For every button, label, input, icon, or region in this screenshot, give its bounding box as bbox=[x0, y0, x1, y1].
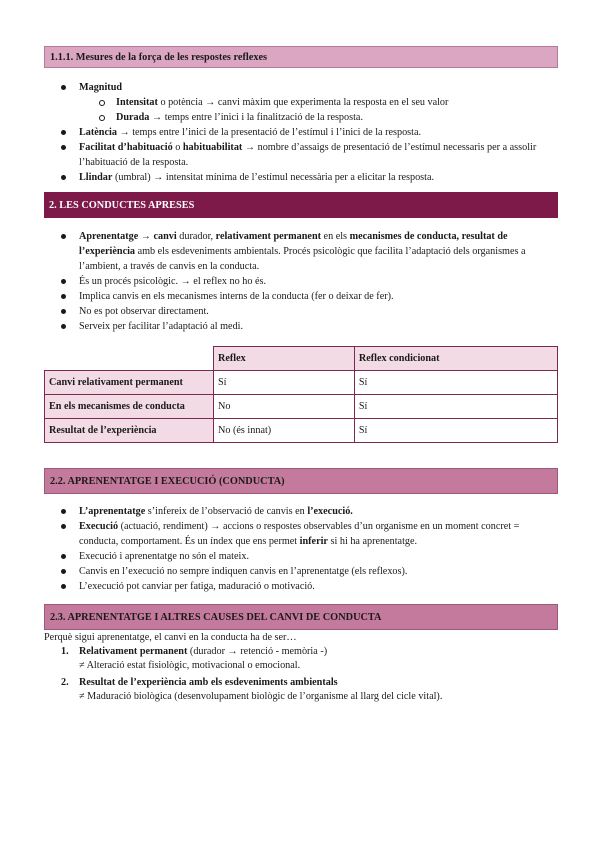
list-item: Execució (actuació, rendiment) → accions o respostes observables d’un organisme en un moment concret = conducta, comportament. És un índex que ens permet inferir si hi ha aprenentatge. bbox=[44, 519, 560, 549]
table-cell: No bbox=[214, 395, 355, 419]
list-item: L’aprenentatge s’infereix de l’observació de canvis en l’execució. bbox=[44, 504, 560, 519]
section-2-2-body bbox=[44, 504, 560, 594]
section-header-2-3 bbox=[44, 604, 558, 630]
table-corner bbox=[45, 347, 214, 371]
column-header: Reflex condicionat bbox=[354, 347, 557, 371]
list-item: Serveix per facilitar l’adaptació al medi. bbox=[44, 319, 560, 334]
list-item: Intensitat o potència → canvi màxim que experimenta la resposta en el seu valor bbox=[44, 95, 560, 110]
list-item: Latència → temps entre l’inici de la presentació de l’estímul i l’inici de la resposta. bbox=[44, 125, 560, 140]
comparison-table bbox=[44, 346, 558, 443]
section-2-3-intro: Perquè sigui aprenentatge, el canvi en la conducta ha de ser… bbox=[44, 632, 297, 643]
term-facilitat: Facilitat d’habituació bbox=[79, 142, 173, 153]
section-title: 2.2. APRENENTATGE I EXECUCIÓ (CONDUCTA) bbox=[50, 475, 285, 487]
table-cell: Sí bbox=[354, 419, 557, 443]
term-latencia: Latència bbox=[79, 127, 117, 138]
term-magnitud: Magnitud bbox=[79, 82, 123, 93]
table-row bbox=[45, 395, 558, 419]
table-cell: Sí bbox=[354, 395, 557, 419]
row-header: Canvi relativament permanent bbox=[45, 371, 214, 395]
section-title: 2. LES CONDUCTES APRESES bbox=[49, 199, 195, 211]
list-item: 1. Relativament permanent (durador → retenció - memòria -) ≠ Alteració estat fisiològic, motivacional o emocional. bbox=[61, 646, 328, 671]
section-title: 1.1.1. Mesures de la força de les respostes reflexes bbox=[50, 51, 268, 63]
list-item: Facilitat d’habituació o habituabilitat → nombre d’assaigs de presentació de l’estímul necessaris per a assolir l’habituació de la resposta. bbox=[44, 140, 560, 170]
list-item: No es pot observar directament. bbox=[44, 304, 560, 319]
section-1-1-1-body bbox=[44, 80, 560, 185]
section-title: 2.3. APRENENTATGE I ALTRES CAUSES DEL CANVI DE CONDUCTA bbox=[50, 611, 382, 623]
list-item: Canvis en l’execució no sempre indiquen canvis en l’aprenentatge (els reflexos). bbox=[44, 564, 560, 579]
section-header-1-1-1 bbox=[44, 46, 558, 68]
table-cell: No (és innat) bbox=[214, 419, 355, 443]
term-durada: Durada bbox=[116, 112, 150, 123]
column-header: Reflex bbox=[214, 347, 355, 371]
row-header: Resultat de l’experiència bbox=[45, 419, 214, 443]
section-header-2-2 bbox=[44, 468, 558, 494]
list-item bbox=[44, 80, 560, 95]
term-intensitat: Intensitat bbox=[116, 97, 158, 108]
table-cell: Sí bbox=[354, 371, 557, 395]
list-item: Llindar (umbral) → intensitat mínima de l’estímul necessària per a elicitar la resposta. bbox=[44, 170, 560, 185]
section-2-body bbox=[44, 229, 560, 334]
table-cell: Sí bbox=[214, 371, 355, 395]
list-item: L’execució pot canviar per fatiga, maduració o motivació. bbox=[44, 579, 560, 594]
section-header-2 bbox=[44, 192, 558, 218]
term-habituabilitat: habituabilitat bbox=[182, 142, 243, 153]
table-row bbox=[45, 371, 558, 395]
term-llindar: Llindar bbox=[79, 172, 113, 183]
table-row bbox=[45, 419, 558, 443]
table-header-row bbox=[45, 347, 558, 371]
list-item: 2. Resultat de l’experiència amb els esdeveniments ambientals ≠ Maduració biològica (desenvolupament biològic de l’organisme al llarg del cicle vital). bbox=[61, 677, 443, 702]
list-item: Aprenentatge → canvi durador, relativament permanent en els mecanismes de conducta, resultat de l’experiència amb els esdeveniments ambientals. Procés psicològic que facilita l’adaptació dels organismes a l’ambient, a través de canvis en la conducta. bbox=[44, 229, 560, 274]
list-item: És un procés psicològic. → el reflex no ho és. bbox=[44, 274, 560, 289]
section-2-3-list bbox=[44, 645, 560, 704]
list-item: Durada → temps entre l’inici i la finalització de la resposta. bbox=[44, 110, 560, 125]
list-item: Implica canvis en els mecanismes interns de la conducta (fer o deixar de fer). bbox=[44, 289, 560, 304]
row-header: En els mecanismes de conducta bbox=[45, 395, 214, 419]
list-item: Execució i aprenentatge no són el mateix. bbox=[44, 549, 560, 564]
